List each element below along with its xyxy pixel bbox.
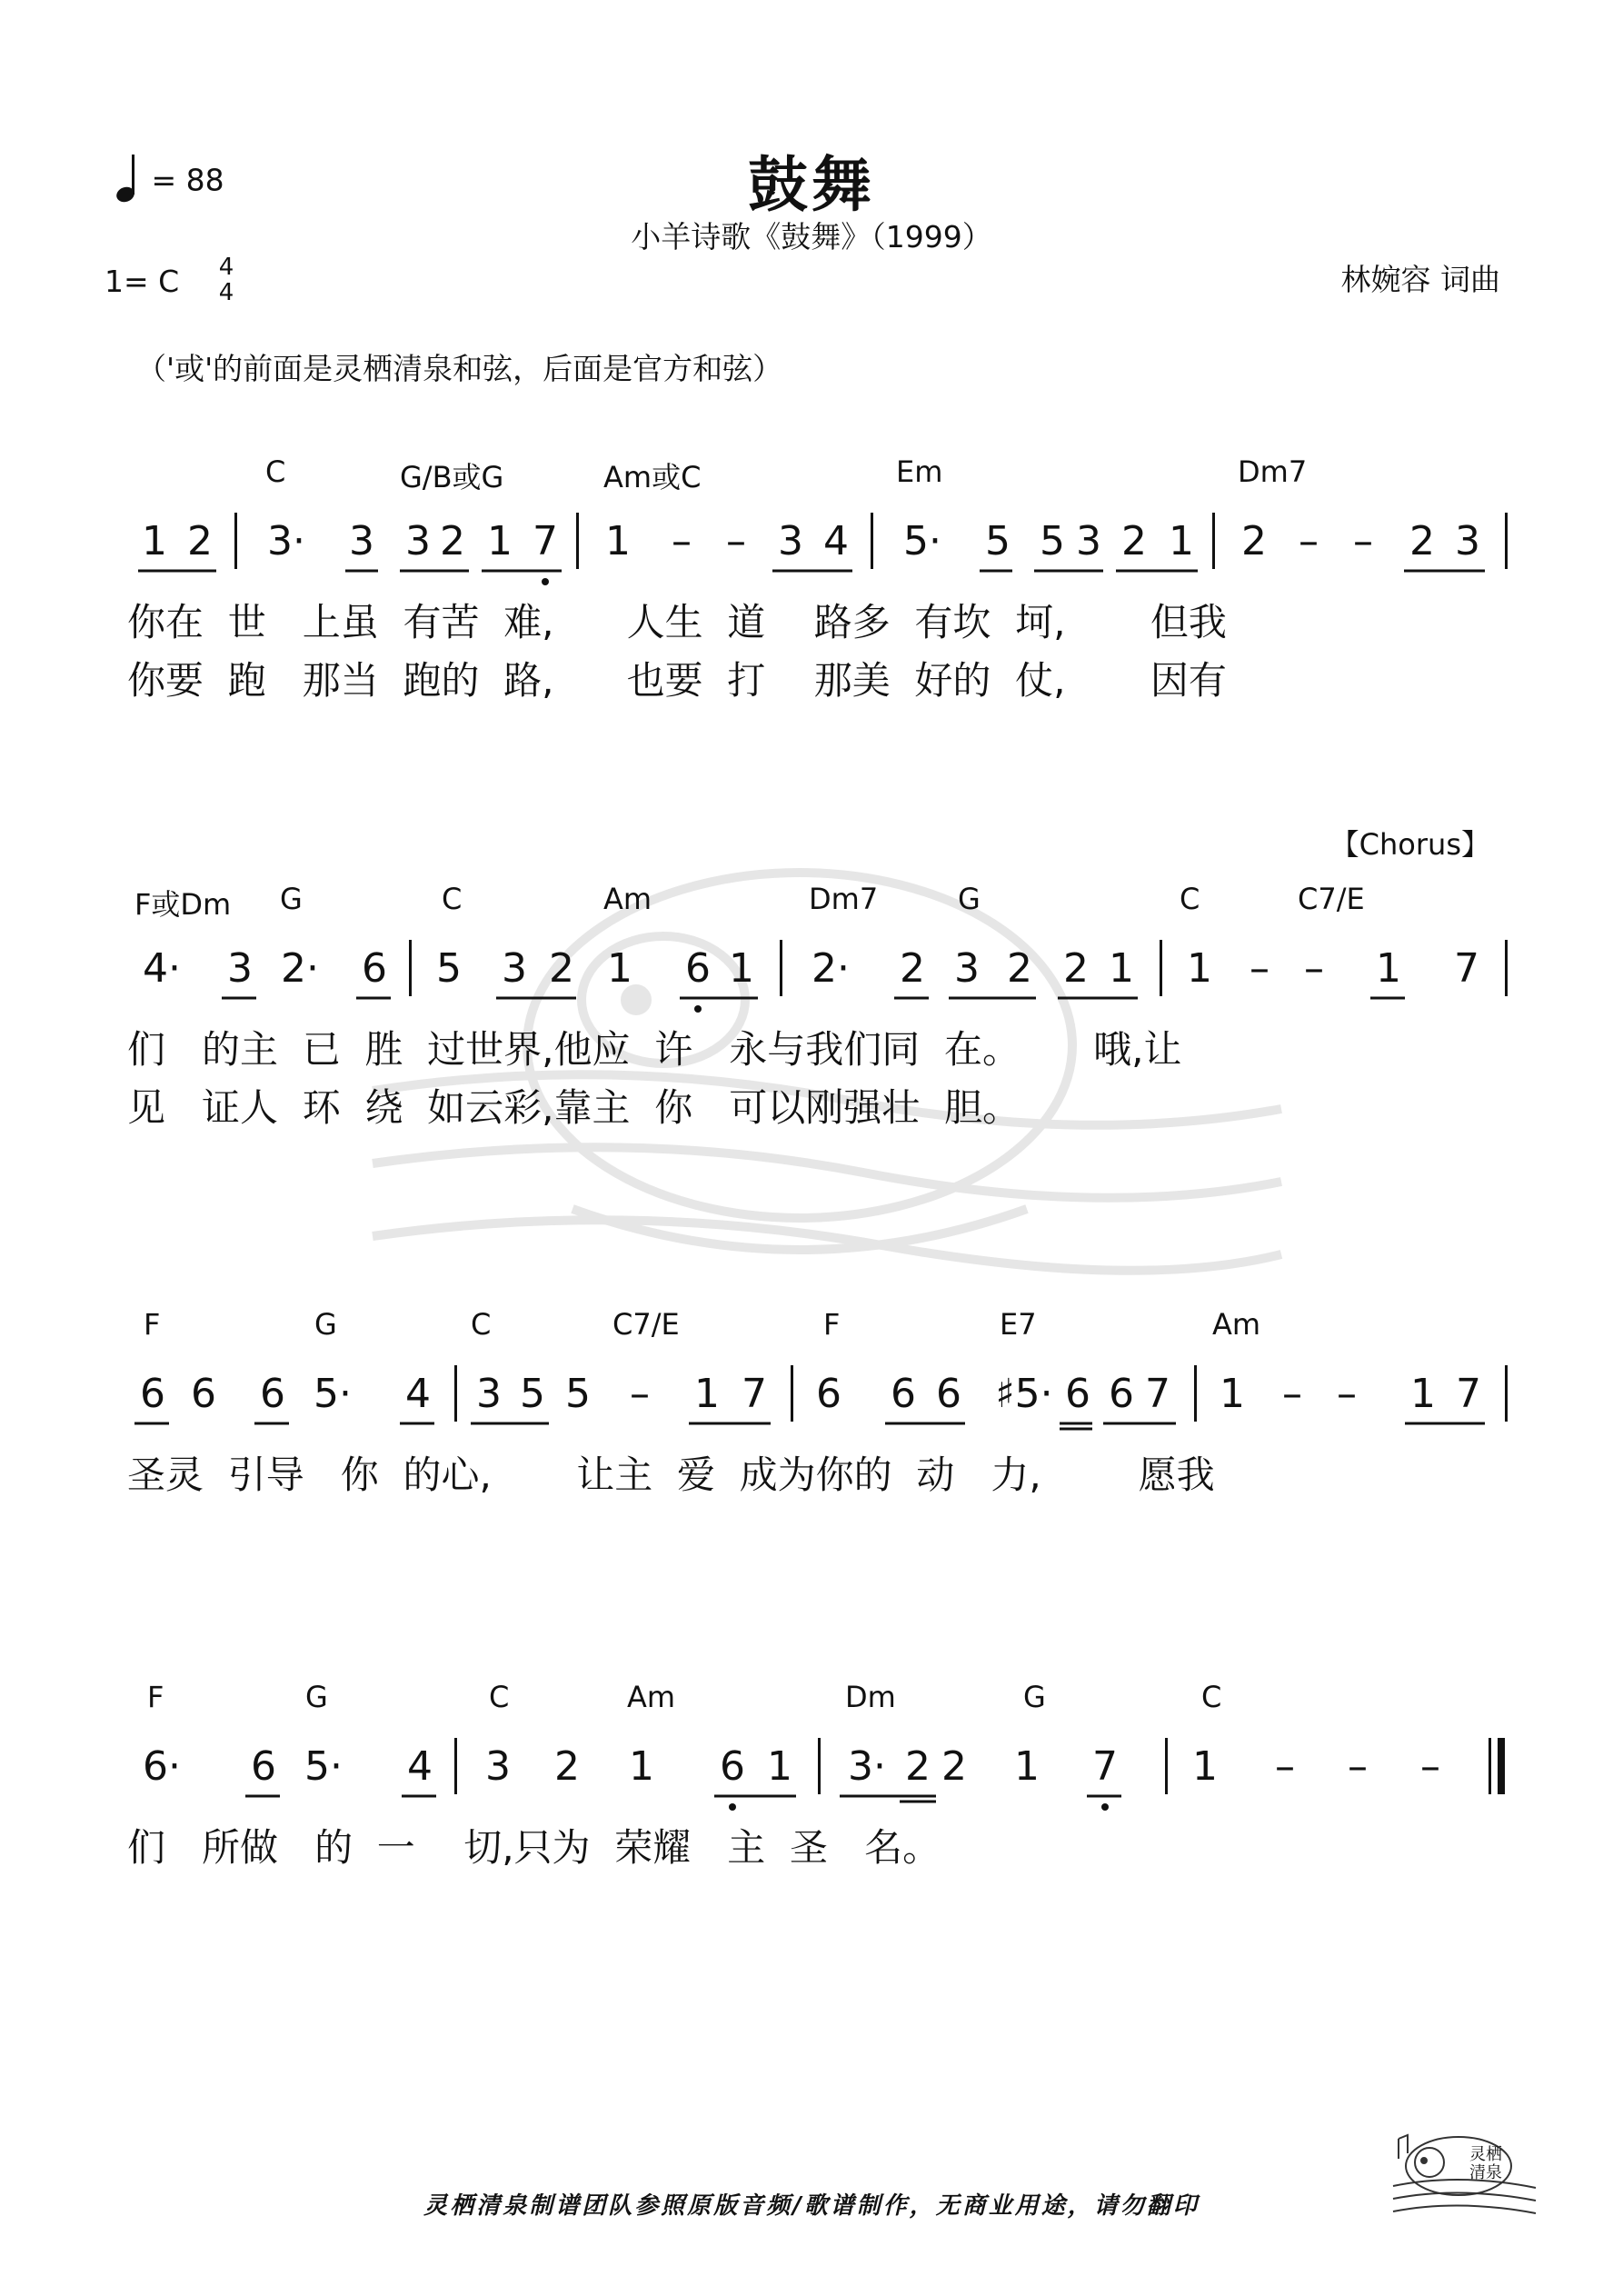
- note: 2: [900, 945, 925, 992]
- note: –: [1337, 1371, 1357, 1417]
- note: –: [1250, 945, 1270, 992]
- lyrics-line: 你在 世 上虽 有苦 难, 人生 道 路多 有坎 坷, 但我: [127, 600, 1227, 644]
- chord: C: [442, 882, 463, 916]
- note: 1: [142, 518, 167, 564]
- note: 5: [1040, 518, 1065, 564]
- song-subtitle: 小羊诗歌《鼓舞》（1999）: [631, 219, 992, 255]
- note: 2: [440, 518, 465, 564]
- tempo-value: = 88: [151, 162, 224, 198]
- note: 3: [1455, 518, 1480, 564]
- chord: G: [958, 882, 981, 916]
- lyrics-line: 你要 跑 那当 跑的 路, 也要 打 那美 好的 仗, 因有: [127, 658, 1227, 703]
- chord: G: [280, 882, 303, 916]
- note: 2: [187, 518, 213, 564]
- chord: Dm7: [1238, 454, 1308, 489]
- note: 5·: [903, 518, 941, 564]
- note: 3: [405, 518, 431, 564]
- note: 2: [549, 945, 574, 992]
- chord: C: [265, 454, 286, 489]
- lyrics-line: 们 的主 已 胜 过世界,他应 许 永与我们同 在。 哦,让: [127, 1027, 1182, 1072]
- note: 5·: [314, 1371, 352, 1417]
- note: 1: [629, 1743, 654, 1790]
- chord: C: [1201, 1680, 1222, 1714]
- note: 6: [140, 1371, 165, 1417]
- lyrics-line: 见 证人 环 绕 如云彩,靠主 你 可以刚强壮 胆。: [127, 1085, 1021, 1130]
- note: 3: [778, 518, 803, 564]
- chord: Dm7: [809, 882, 879, 916]
- chorus-label: 【Chorus】: [1329, 827, 1490, 862]
- note: 4·: [143, 945, 181, 992]
- chord: Am: [603, 882, 652, 916]
- note: 6: [685, 945, 711, 992]
- chord: F: [144, 1307, 161, 1342]
- chord: Am或C: [603, 460, 702, 494]
- note: 2: [1007, 945, 1032, 992]
- note: 6: [260, 1371, 285, 1417]
- note: –: [672, 518, 692, 564]
- note: 7: [1454, 945, 1479, 992]
- note: 1: [1014, 1743, 1040, 1790]
- chord: C7/E: [1298, 882, 1365, 916]
- note: 3·: [848, 1743, 886, 1790]
- note: 5: [436, 945, 462, 992]
- chord: C: [471, 1307, 492, 1342]
- note: 3: [954, 945, 980, 992]
- note: 5·: [304, 1743, 343, 1790]
- note: –: [1299, 518, 1319, 564]
- chord: Em: [896, 454, 943, 489]
- chord: G: [1023, 1680, 1046, 1714]
- chord: Dm: [845, 1680, 896, 1714]
- note: 4: [405, 1371, 431, 1417]
- note: 6: [251, 1743, 276, 1790]
- note: 1: [1410, 1371, 1436, 1417]
- note: 2: [1063, 945, 1089, 992]
- note: 3: [502, 945, 527, 992]
- note: –: [1275, 1743, 1295, 1790]
- note: 5: [565, 1371, 591, 1417]
- note: 6: [936, 1371, 961, 1417]
- note: 7: [742, 1371, 767, 1417]
- note: 6: [720, 1743, 745, 1790]
- note: 1: [1220, 1371, 1245, 1417]
- chord: C7/E: [612, 1307, 680, 1342]
- composer: 林婉容 词曲: [1340, 262, 1500, 297]
- note: 2·: [812, 945, 850, 992]
- note: –: [630, 1371, 650, 1417]
- key-signature: 1= C: [105, 264, 180, 299]
- chord: C: [1180, 882, 1200, 916]
- note: 1: [607, 945, 632, 992]
- note: 1: [1169, 518, 1194, 564]
- note: –: [726, 518, 746, 564]
- chord: F: [147, 1680, 164, 1714]
- note: 6: [1109, 1371, 1134, 1417]
- note: 6: [816, 1371, 841, 1417]
- note: 3·: [267, 518, 305, 564]
- note: 7: [1456, 1371, 1481, 1417]
- note: 2: [1121, 518, 1147, 564]
- chord: F: [823, 1307, 841, 1342]
- logo-text: 灵栖清泉: [1469, 2145, 1502, 2182]
- note: –: [1353, 518, 1373, 564]
- note: 1: [1376, 945, 1401, 992]
- note: 1: [1187, 945, 1212, 992]
- note: –: [1304, 945, 1324, 992]
- chord: G: [305, 1680, 328, 1714]
- song-title: 鼓舞: [748, 150, 875, 220]
- note: –: [1348, 1743, 1368, 1790]
- note: 6: [891, 1371, 916, 1417]
- note: –: [1282, 1371, 1302, 1417]
- note: 2: [941, 1743, 967, 1790]
- chord: C: [489, 1680, 510, 1714]
- note: 6: [1065, 1371, 1090, 1417]
- chord: F或Dm: [134, 887, 232, 922]
- note: 1: [1192, 1743, 1218, 1790]
- note: 2: [1241, 518, 1267, 564]
- note: 4: [407, 1743, 433, 1790]
- note: 1: [729, 945, 754, 992]
- note: 3: [1076, 518, 1101, 564]
- note: 3: [227, 945, 253, 992]
- note: 6: [362, 945, 387, 992]
- note: 1: [767, 1743, 792, 1790]
- chord: Am: [627, 1680, 676, 1714]
- time-top: 4: [218, 254, 234, 281]
- chord: G: [314, 1307, 337, 1342]
- note: 2·: [281, 945, 319, 992]
- note: 1: [1109, 945, 1134, 992]
- note: 4: [823, 518, 849, 564]
- note: 3: [476, 1371, 502, 1417]
- note: 1: [605, 518, 631, 564]
- note: 3: [349, 518, 374, 564]
- footer-note: 灵栖清泉制谱团队参照原版音频/歌谱制作，无商业用途，请勿翻印: [423, 2192, 1200, 2220]
- chord-note: （'或'的前面是灵栖清泉和弦，后面是官方和弦）: [136, 351, 783, 386]
- note: 2: [1409, 518, 1435, 564]
- sheep-logo-icon: [1386, 2122, 1540, 2226]
- lyrics-line: 圣灵 引导 你 的心, 让主 爱 成为你的 动 力, 愿我: [127, 1452, 1215, 1497]
- time-signature: [214, 255, 238, 305]
- note: 5: [985, 518, 1011, 564]
- note: ♯5·: [995, 1371, 1053, 1417]
- note: 7: [533, 518, 558, 564]
- note: 2: [554, 1743, 580, 1790]
- chord: E7: [1000, 1307, 1037, 1342]
- note: 1: [487, 518, 513, 564]
- time-bottom: 4: [218, 279, 234, 306]
- note: 5: [520, 1371, 545, 1417]
- note: 2: [905, 1743, 931, 1790]
- lyrics-line: 们 所做 的 一 切,只为 荣耀 主 圣 名。: [127, 1825, 941, 1870]
- note: 7: [1145, 1371, 1170, 1417]
- note: 6: [191, 1371, 216, 1417]
- chord: G/B或G: [400, 460, 504, 494]
- note: –: [1420, 1743, 1440, 1790]
- note: 6·: [143, 1743, 181, 1790]
- note: 3: [485, 1743, 511, 1790]
- chord: Am: [1212, 1307, 1261, 1342]
- note: 1: [694, 1371, 720, 1417]
- note: 7: [1092, 1743, 1118, 1790]
